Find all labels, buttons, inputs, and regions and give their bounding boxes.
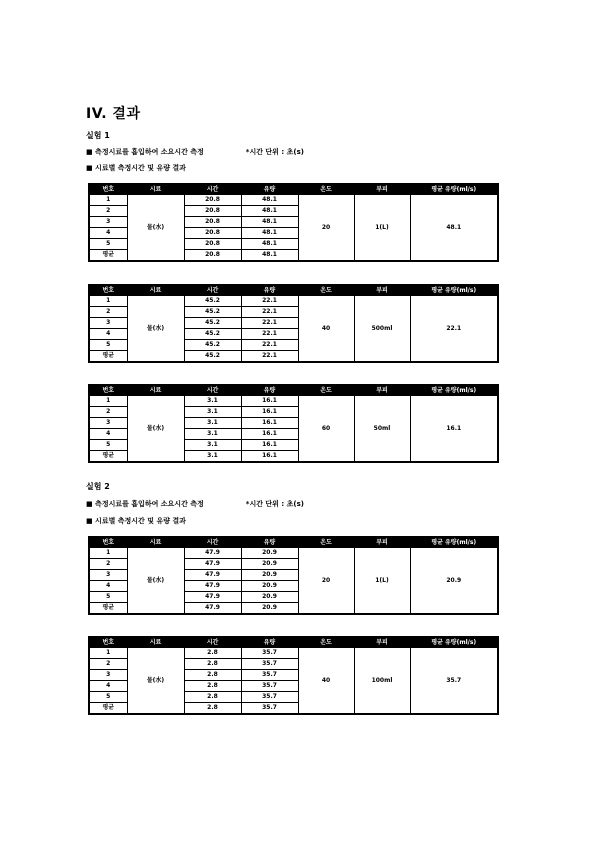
cell-time: 47.9 bbox=[184, 603, 241, 615]
column-header: 번호 bbox=[89, 184, 127, 195]
cell-number: 평균 bbox=[89, 451, 127, 463]
cell-time: 2.8 bbox=[184, 648, 241, 659]
column-header: 시간 bbox=[184, 184, 241, 195]
cell-flow: 20.9 bbox=[241, 581, 298, 592]
cell-time: 47.9 bbox=[184, 581, 241, 592]
cell-volume: 100ml bbox=[354, 648, 410, 715]
cell-flow: 16.1 bbox=[241, 407, 298, 418]
cell-sample: 물(水) bbox=[127, 548, 184, 615]
cell-time: 45.2 bbox=[184, 351, 241, 363]
column-header: 평균 유량(ml/s) bbox=[410, 385, 498, 396]
cell-flow: 22.1 bbox=[241, 329, 298, 340]
cell-time: 20.8 bbox=[184, 206, 241, 217]
cell-time: 20.8 bbox=[184, 195, 241, 206]
cell-number: 3 bbox=[89, 570, 127, 581]
cell-number: 평균 bbox=[89, 250, 127, 262]
table-header-row bbox=[89, 385, 498, 396]
column-header: 부피 bbox=[354, 637, 410, 648]
cell-time: 20.8 bbox=[184, 217, 241, 228]
cell-time: 47.9 bbox=[184, 548, 241, 559]
cell-temperature: 20 bbox=[298, 548, 354, 615]
cell-number: 2 bbox=[89, 307, 127, 318]
results-table bbox=[88, 384, 499, 463]
column-header: 시간 bbox=[184, 637, 241, 648]
column-header: 온도 bbox=[298, 537, 354, 548]
cell-sample: 물(水) bbox=[127, 296, 184, 363]
cell-flow: 22.1 bbox=[241, 307, 298, 318]
table-header-row bbox=[89, 285, 498, 296]
column-header: 유량 bbox=[241, 537, 298, 548]
cell-number: 평균 bbox=[89, 703, 127, 715]
table-header-row bbox=[89, 637, 498, 648]
cell-flow: 48.1 bbox=[241, 228, 298, 239]
column-header: 평균 유량(ml/s) bbox=[410, 637, 498, 648]
experiment-1-note bbox=[86, 147, 304, 157]
experiment-1-note-left: ■ 측정시료를 흡입하여 소요시간 측정 bbox=[86, 148, 204, 156]
experiment-2-note-left: ■ 측정시료를 흡입하여 소요시간 측정 bbox=[86, 500, 204, 508]
cell-flow: 20.9 bbox=[241, 548, 298, 559]
cell-time: 3.1 bbox=[184, 396, 241, 407]
column-header: 시료 bbox=[127, 285, 184, 296]
table-row bbox=[89, 548, 498, 559]
cell-average-flow: 48.1 bbox=[410, 195, 498, 262]
cell-time: 3.1 bbox=[184, 418, 241, 429]
cell-time: 2.8 bbox=[184, 659, 241, 670]
cell-flow: 16.1 bbox=[241, 396, 298, 407]
cell-time: 45.2 bbox=[184, 329, 241, 340]
column-header: 시간 bbox=[184, 537, 241, 548]
cell-time: 47.9 bbox=[184, 570, 241, 581]
cell-flow: 35.7 bbox=[241, 648, 298, 659]
cell-number: 5 bbox=[89, 239, 127, 250]
table-row bbox=[89, 648, 498, 659]
cell-flow: 22.1 bbox=[241, 340, 298, 351]
cell-temperature: 60 bbox=[298, 396, 354, 463]
cell-number: 평균 bbox=[89, 351, 127, 363]
cell-flow: 48.1 bbox=[241, 250, 298, 262]
cell-number: 4 bbox=[89, 681, 127, 692]
cell-number: 1 bbox=[89, 396, 127, 407]
column-header: 온도 bbox=[298, 184, 354, 195]
table-row bbox=[89, 195, 498, 206]
experiment-2-note-2: ■ 시료별 측정시간 및 유량 결과 bbox=[86, 517, 186, 525]
cell-time: 45.2 bbox=[184, 296, 241, 307]
cell-number: 4 bbox=[89, 429, 127, 440]
cell-number: 1 bbox=[89, 296, 127, 307]
cell-time: 3.1 bbox=[184, 407, 241, 418]
cell-flow: 20.9 bbox=[241, 592, 298, 603]
column-header: 부피 bbox=[354, 385, 410, 396]
cell-number: 1 bbox=[89, 195, 127, 206]
experiment-2-title: 실험 2 bbox=[86, 482, 110, 491]
cell-number: 4 bbox=[89, 581, 127, 592]
column-header: 유량 bbox=[241, 285, 298, 296]
table-header-row bbox=[89, 184, 498, 195]
cell-flow: 20.9 bbox=[241, 559, 298, 570]
cell-number: 2 bbox=[89, 659, 127, 670]
cell-time: 20.8 bbox=[184, 250, 241, 262]
results-table bbox=[88, 636, 499, 715]
cell-flow: 35.7 bbox=[241, 670, 298, 681]
column-header: 번호 bbox=[89, 385, 127, 396]
cell-number: 1 bbox=[89, 648, 127, 659]
column-header: 유량 bbox=[241, 637, 298, 648]
cell-number: 2 bbox=[89, 407, 127, 418]
cell-flow: 22.1 bbox=[241, 351, 298, 363]
cell-time: 2.8 bbox=[184, 670, 241, 681]
cell-flow: 48.1 bbox=[241, 206, 298, 217]
cell-sample: 물(水) bbox=[127, 396, 184, 463]
column-header: 시간 bbox=[184, 385, 241, 396]
cell-number: 평균 bbox=[89, 603, 127, 615]
cell-volume: 1(L) bbox=[354, 195, 410, 262]
table-row bbox=[89, 296, 498, 307]
column-header: 번호 bbox=[89, 285, 127, 296]
cell-number: 4 bbox=[89, 228, 127, 239]
cell-number: 3 bbox=[89, 670, 127, 681]
table-header-row bbox=[89, 537, 498, 548]
table-row bbox=[89, 396, 498, 407]
cell-time: 3.1 bbox=[184, 429, 241, 440]
cell-average-flow: 22.1 bbox=[410, 296, 498, 363]
cell-number: 3 bbox=[89, 217, 127, 228]
experiment-1-note-right: *시간 단위 : 초(s) bbox=[245, 148, 304, 156]
cell-sample: 물(水) bbox=[127, 648, 184, 715]
cell-number: 2 bbox=[89, 206, 127, 217]
cell-volume: 1(L) bbox=[354, 548, 410, 615]
cell-number: 4 bbox=[89, 329, 127, 340]
results-table bbox=[88, 183, 499, 262]
cell-number: 3 bbox=[89, 318, 127, 329]
cell-volume: 500ml bbox=[354, 296, 410, 363]
results-table bbox=[88, 284, 499, 363]
cell-time: 2.8 bbox=[184, 692, 241, 703]
cell-flow: 22.1 bbox=[241, 318, 298, 329]
column-header: 온도 bbox=[298, 637, 354, 648]
cell-temperature: 40 bbox=[298, 296, 354, 363]
experiment-1-note-2: ■ 시료별 측정시간 및 유량 결과 bbox=[86, 164, 186, 172]
cell-number: 5 bbox=[89, 440, 127, 451]
cell-flow: 16.1 bbox=[241, 429, 298, 440]
cell-number: 2 bbox=[89, 559, 127, 570]
cell-number: 3 bbox=[89, 418, 127, 429]
cell-flow: 48.1 bbox=[241, 217, 298, 228]
column-header: 온도 bbox=[298, 385, 354, 396]
cell-sample: 물(水) bbox=[127, 195, 184, 262]
column-header: 시료 bbox=[127, 385, 184, 396]
column-header: 시료 bbox=[127, 184, 184, 195]
cell-flow: 16.1 bbox=[241, 418, 298, 429]
cell-number: 5 bbox=[89, 592, 127, 603]
cell-average-flow: 20.9 bbox=[410, 548, 498, 615]
cell-temperature: 40 bbox=[298, 648, 354, 715]
cell-flow: 16.1 bbox=[241, 451, 298, 463]
cell-flow: 48.1 bbox=[241, 195, 298, 206]
cell-time: 2.8 bbox=[184, 681, 241, 692]
cell-time: 47.9 bbox=[184, 592, 241, 603]
experiment-2-note-right: *시간 단위 : 초(s) bbox=[245, 500, 304, 508]
cell-number: 5 bbox=[89, 692, 127, 703]
column-header: 번호 bbox=[89, 537, 127, 548]
column-header: 평균 유량(ml/s) bbox=[410, 285, 498, 296]
cell-time: 45.2 bbox=[184, 318, 241, 329]
column-header: 평균 유량(ml/s) bbox=[410, 184, 498, 195]
column-header: 부피 bbox=[354, 285, 410, 296]
cell-time: 3.1 bbox=[184, 440, 241, 451]
column-header: 시료 bbox=[127, 637, 184, 648]
column-header: 번호 bbox=[89, 637, 127, 648]
experiment-1-title: 실험 1 bbox=[86, 131, 110, 140]
cell-time: 45.2 bbox=[184, 307, 241, 318]
cell-flow: 22.1 bbox=[241, 296, 298, 307]
cell-number: 1 bbox=[89, 548, 127, 559]
cell-time: 3.1 bbox=[184, 451, 241, 463]
cell-flow: 20.9 bbox=[241, 570, 298, 581]
column-header: 유량 bbox=[241, 184, 298, 195]
column-header: 시간 bbox=[184, 285, 241, 296]
column-header: 부피 bbox=[354, 537, 410, 548]
experiment-2-note bbox=[86, 499, 304, 509]
cell-time: 20.8 bbox=[184, 228, 241, 239]
cell-time: 45.2 bbox=[184, 340, 241, 351]
cell-average-flow: 16.1 bbox=[410, 396, 498, 463]
section-heading: IV. 결과 bbox=[86, 106, 141, 122]
cell-flow: 35.7 bbox=[241, 681, 298, 692]
column-header: 부피 bbox=[354, 184, 410, 195]
column-header: 유량 bbox=[241, 385, 298, 396]
cell-time: 20.8 bbox=[184, 239, 241, 250]
cell-flow: 35.7 bbox=[241, 659, 298, 670]
column-header: 평균 유량(ml/s) bbox=[410, 537, 498, 548]
cell-flow: 48.1 bbox=[241, 239, 298, 250]
cell-flow: 20.9 bbox=[241, 603, 298, 615]
cell-time: 47.9 bbox=[184, 559, 241, 570]
column-header: 시료 bbox=[127, 537, 184, 548]
cell-number: 5 bbox=[89, 340, 127, 351]
cell-average-flow: 35.7 bbox=[410, 648, 498, 715]
cell-flow: 35.7 bbox=[241, 692, 298, 703]
cell-volume: 50ml bbox=[354, 396, 410, 463]
cell-temperature: 20 bbox=[298, 195, 354, 262]
cell-flow: 16.1 bbox=[241, 440, 298, 451]
cell-time: 2.8 bbox=[184, 703, 241, 715]
cell-flow: 35.7 bbox=[241, 703, 298, 715]
results-table bbox=[88, 536, 499, 615]
column-header: 온도 bbox=[298, 285, 354, 296]
